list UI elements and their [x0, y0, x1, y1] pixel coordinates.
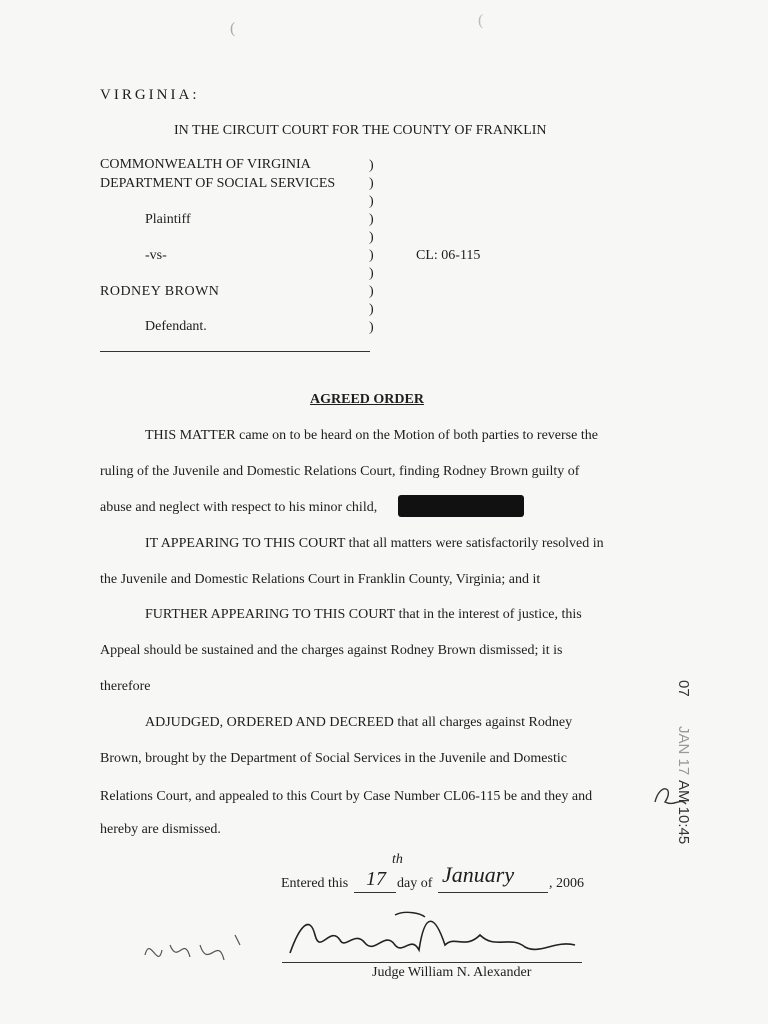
redaction-bar — [398, 495, 524, 517]
defendant-role: Defendant. — [145, 319, 207, 334]
stamp-time: AM 10:45 — [675, 780, 692, 845]
defendant-name: RODNEY BROWN — [100, 284, 220, 299]
body-line: THIS MATTER came on to be heard on the Motion of both parties to reverse the — [145, 428, 598, 443]
entry-day: 17 — [366, 868, 386, 890]
body-line: FURTHER APPEARING TO THIS COURT that in the interest of justice, this — [145, 607, 582, 622]
body-line: ADJUDGED, ORDERED AND DECREED that all charges against Rodney — [145, 715, 573, 730]
entry-middle: day of — [397, 876, 433, 891]
entry-day-suffix: th — [392, 852, 403, 867]
entry-year: , 2006 — [549, 876, 584, 891]
body-line: IT APPEARING TO THIS COURT that all matters were satisfactorily resolved in — [145, 536, 604, 551]
order-title: AGREED ORDER — [310, 392, 424, 407]
body-line: hereby are dismissed. — [100, 822, 221, 837]
stamp-date: JAN 17 — [675, 726, 692, 776]
entry-prefix: Entered this — [281, 876, 349, 891]
handwritten-initials — [140, 915, 250, 985]
body-line: therefore — [100, 679, 151, 694]
clerk-initials — [650, 782, 690, 812]
plaintiff-role: Plaintiff — [145, 212, 191, 227]
body-line: the Juvenile and Domestic Relations Court in Franklin County, Virginia; and it — [100, 572, 541, 587]
month-underline — [438, 892, 548, 893]
versus-label: -vs- — [145, 248, 167, 263]
plaintiff-name-line1: COMMONWEALTH OF VIRGINIA — [100, 157, 311, 172]
day-underline — [354, 892, 396, 893]
scan-mark: ( — [230, 20, 236, 37]
entry-month: January — [442, 862, 515, 887]
state-heading: VIRGINIA: — [100, 87, 200, 103]
case-number: CL: 06-115 — [416, 248, 481, 263]
judge-name: Judge William N. Alexander — [372, 965, 532, 980]
signature-line — [282, 962, 582, 963]
caption-parentheses: ) ) ) ) ) ) ) ) ) ) — [369, 158, 374, 335]
body-line: abuse and neglect with respect to his minor child, — [100, 500, 378, 515]
caption-rule — [100, 351, 370, 352]
judge-signature — [285, 905, 585, 965]
plaintiff-name-line2: DEPARTMENT OF SOCIAL SERVICES — [100, 176, 336, 191]
body-line: Relations Court, and appealed to this Court by Case Number CL06-115 be and they and — [100, 789, 593, 804]
court-heading: IN THE CIRCUIT COURT FOR THE COUNTY OF FRANKLIN — [174, 123, 547, 138]
scan-mark: ( — [478, 12, 484, 29]
stamp-year: 07 — [675, 680, 692, 697]
body-line: ruling of the Juvenile and Domestic Relations Court, finding Rodney Brown guilty of — [100, 464, 580, 479]
body-line: Brown, brought by the Department of Social Services in the Juvenile and Domestic — [100, 751, 567, 766]
body-line: Appeal should be sustained and the charges against Rodney Brown dismissed; it is — [100, 643, 563, 658]
